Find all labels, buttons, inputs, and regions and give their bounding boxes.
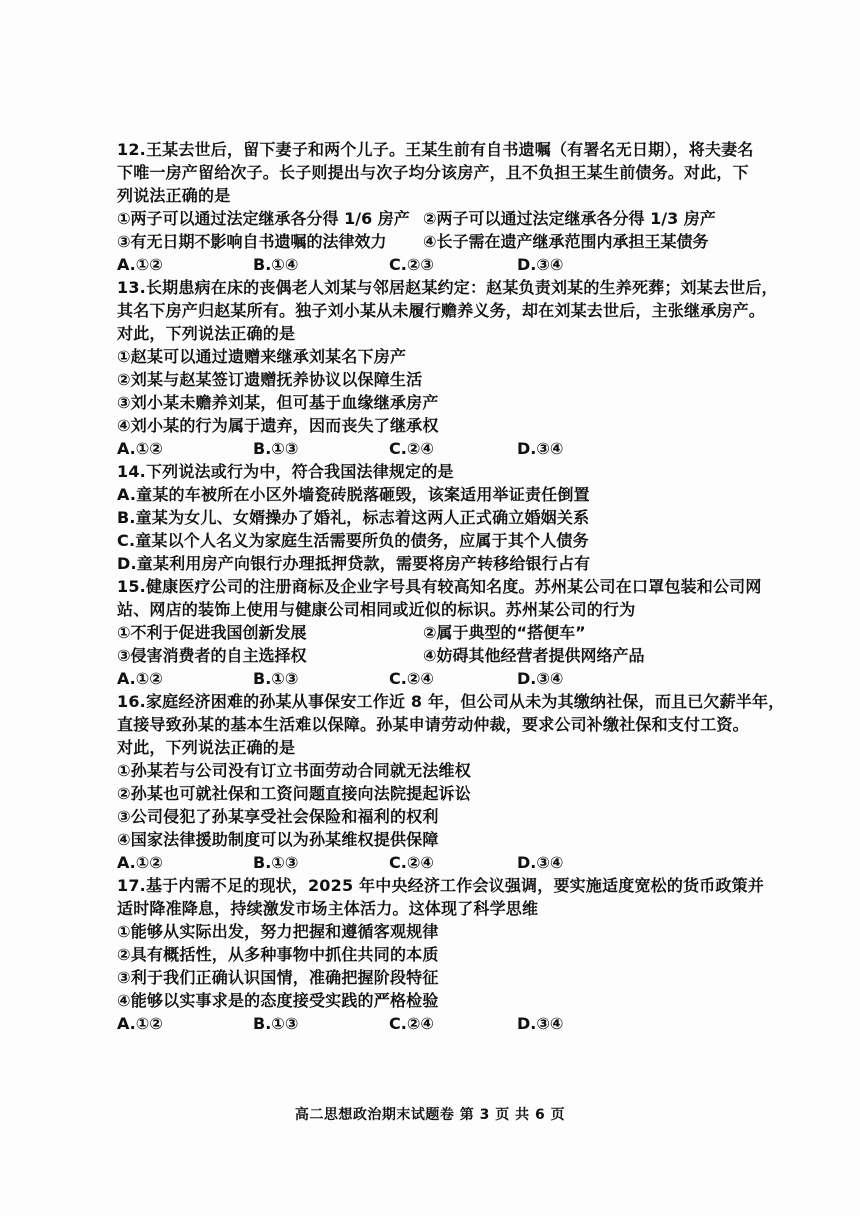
question-stem-line: 15.健康医疗公司的注册商标及企业字号具有较高知名度。苏州某公司在口罩包装和公司网: [117, 577, 762, 596]
option-text: ③公司侵犯了孙某享受社会保险和福利的权利: [117, 807, 439, 826]
answer-choice: A.①②: [117, 853, 163, 872]
question-stem-line: 12.王某去世后，留下妻子和两个儿子。王某生前有自书遗嘱（有署名无日期），将夫妻名: [117, 140, 754, 159]
question-stem-line: 下唯一房产留给次子。长子则提出与次子均分该房产，且不负担王某生前债务。对此，下: [117, 163, 749, 182]
answer-choice: C.②③: [389, 255, 434, 274]
option-text: ①能够从实际出发，努力把握和遵循客观规律: [117, 922, 439, 941]
answer-choice: B.①④: [253, 255, 299, 274]
question-stem-line: 其名下房产归赵某所有。独子刘小某从未履行赡养义务，却在刘某去世后，主张继承房产。: [117, 301, 766, 320]
option-text: ②属于典型的“搭便车”: [423, 623, 586, 642]
answer-choice: B.①③: [253, 439, 299, 458]
question-stem-line: 适时降准降息，持续激发市场主体活力。这体现了科学思维: [117, 899, 539, 918]
answer-choice: D.③④: [517, 853, 564, 872]
answer-choice: A.①②: [117, 669, 163, 688]
option-text: ①赵某可以通过遗赠来继承刘某名下房产: [117, 347, 407, 366]
option-text: ③刘小某未赡养刘某，但可基于血缘继承房产: [117, 393, 439, 412]
answer-choice: C.②④: [389, 669, 434, 688]
option-text: ④妨碍其他经营者提供网络产品: [423, 646, 645, 665]
option-row: [117, 230, 729, 253]
answer-choice: D.③④: [517, 255, 564, 274]
option-text: ③侵害消费者的自主选择权: [117, 646, 307, 665]
option-text: ④国家法律援助制度可以为孙某维权提供保障: [117, 830, 439, 849]
question-list: [117, 138, 785, 1035]
option-text: ①两子可以通过法定继承各分得 1/6 房产: [117, 209, 410, 228]
option-text: ②两子可以通过法定继承各分得 1/3 房产: [423, 209, 716, 228]
option-text: ③利于我们正确认识国情，准确把握阶段特征: [117, 968, 439, 987]
page-footer: 高二思想政治期末试题卷 第 3 页 共 6 页: [294, 1107, 566, 1123]
answer-choice: B.①③: [253, 1014, 299, 1033]
answer-choice: A.①②: [117, 255, 163, 274]
option-text: ④长子需在遗产继承范围内承担王某债务: [423, 232, 709, 251]
question-stem-line: 16.家庭经济困难的孙某从事保安工作近 8 年，但公司从未为其缴纳社保，而且已欠薪半年，: [117, 692, 785, 711]
option-text: B.童某为女儿、女婿操办了婚礼，标志着这两人正式确立婚姻关系: [117, 508, 590, 527]
option-text: ②刘某与赵某签订遗赠抚养协议以保障生活: [117, 370, 423, 389]
answer-choices: [117, 851, 729, 874]
answer-choice: B.①③: [253, 669, 299, 688]
question-block: [117, 138, 754, 276]
option-text: ①不利于促进我国创新发展: [117, 623, 307, 642]
option-row: [117, 621, 729, 644]
question-stem-line: 对此，下列说法正确的是: [117, 738, 296, 757]
question-block: [117, 690, 785, 874]
answer-choice: C.②④: [389, 1014, 434, 1033]
option-row: [117, 207, 729, 230]
answer-choices: [117, 1012, 729, 1035]
option-text: D.童某利用房产向银行办理抵押贷款，需要将房产转移给银行占有: [117, 554, 591, 573]
answer-choices: [117, 667, 729, 690]
question-stem-line: 13.长期患病在床的丧偶老人刘某与邻居赵某约定：赵某负责刘某的生养死葬；刘某去世后，: [117, 278, 778, 297]
question-stem-line: 列说法正确的是: [117, 186, 231, 205]
option-row: [117, 644, 729, 667]
answer-choice: A.①②: [117, 439, 163, 458]
option-text: ④刘小某的行为属于遗弃，因而丧失了继承权: [117, 416, 439, 435]
answer-choice: B.①③: [253, 853, 299, 872]
answer-choices: [117, 437, 729, 460]
question-stem-line: 17.基于内需不足的现状，2025 年中央经济工作会议强调，要实施适度宽松的货币政策并: [117, 876, 765, 895]
answer-choice: D.③④: [517, 1014, 564, 1033]
question-stem-line: 14.下列说法或行为中，符合我国法律规定的是: [117, 462, 454, 481]
answer-choice: D.③④: [517, 439, 564, 458]
answer-choice: C.②④: [389, 439, 434, 458]
question-block: [117, 575, 762, 690]
question-stem-line: 直接导致孙某的基本生活难以保障。孙某申请劳动仲裁，要求公司补缴社保和支付工资。: [117, 715, 749, 734]
option-text: C.童某以个人名义为家庭生活需要所负的债务，应属于其个人债务: [117, 531, 589, 550]
answer-choice: D.③④: [517, 669, 564, 688]
option-text: ①孙某若与公司没有订立书面劳动合同就无法维权: [117, 761, 471, 780]
question-stem-line: 站、网店的装饰上使用与健康公司相同或近似的标识。苏州某公司的行为: [117, 600, 636, 619]
option-text: A.童某的车被所在小区外墙瓷砖脱落砸毁，该案适用举证责任倒置: [117, 485, 590, 504]
answer-choices: [117, 253, 729, 276]
answer-choice: C.②④: [389, 853, 434, 872]
question-stem-line: 对此，下列说法正确的是: [117, 324, 296, 343]
option-text: ②具有概括性，从多种事物中抓住共同的本质: [117, 945, 439, 964]
option-text: ③有无日期不影响自书遗嘱的法律效力: [117, 232, 387, 251]
question-block: [117, 460, 729, 575]
question-block: [117, 874, 765, 1035]
option-text: ②孙某也可就社保和工资问题直接向法院提起诉讼: [117, 784, 471, 803]
answer-choice: A.①②: [117, 1014, 163, 1033]
option-text: ④能够以实事求是的态度接受实践的严格检验: [117, 991, 439, 1010]
question-block: [117, 276, 778, 460]
